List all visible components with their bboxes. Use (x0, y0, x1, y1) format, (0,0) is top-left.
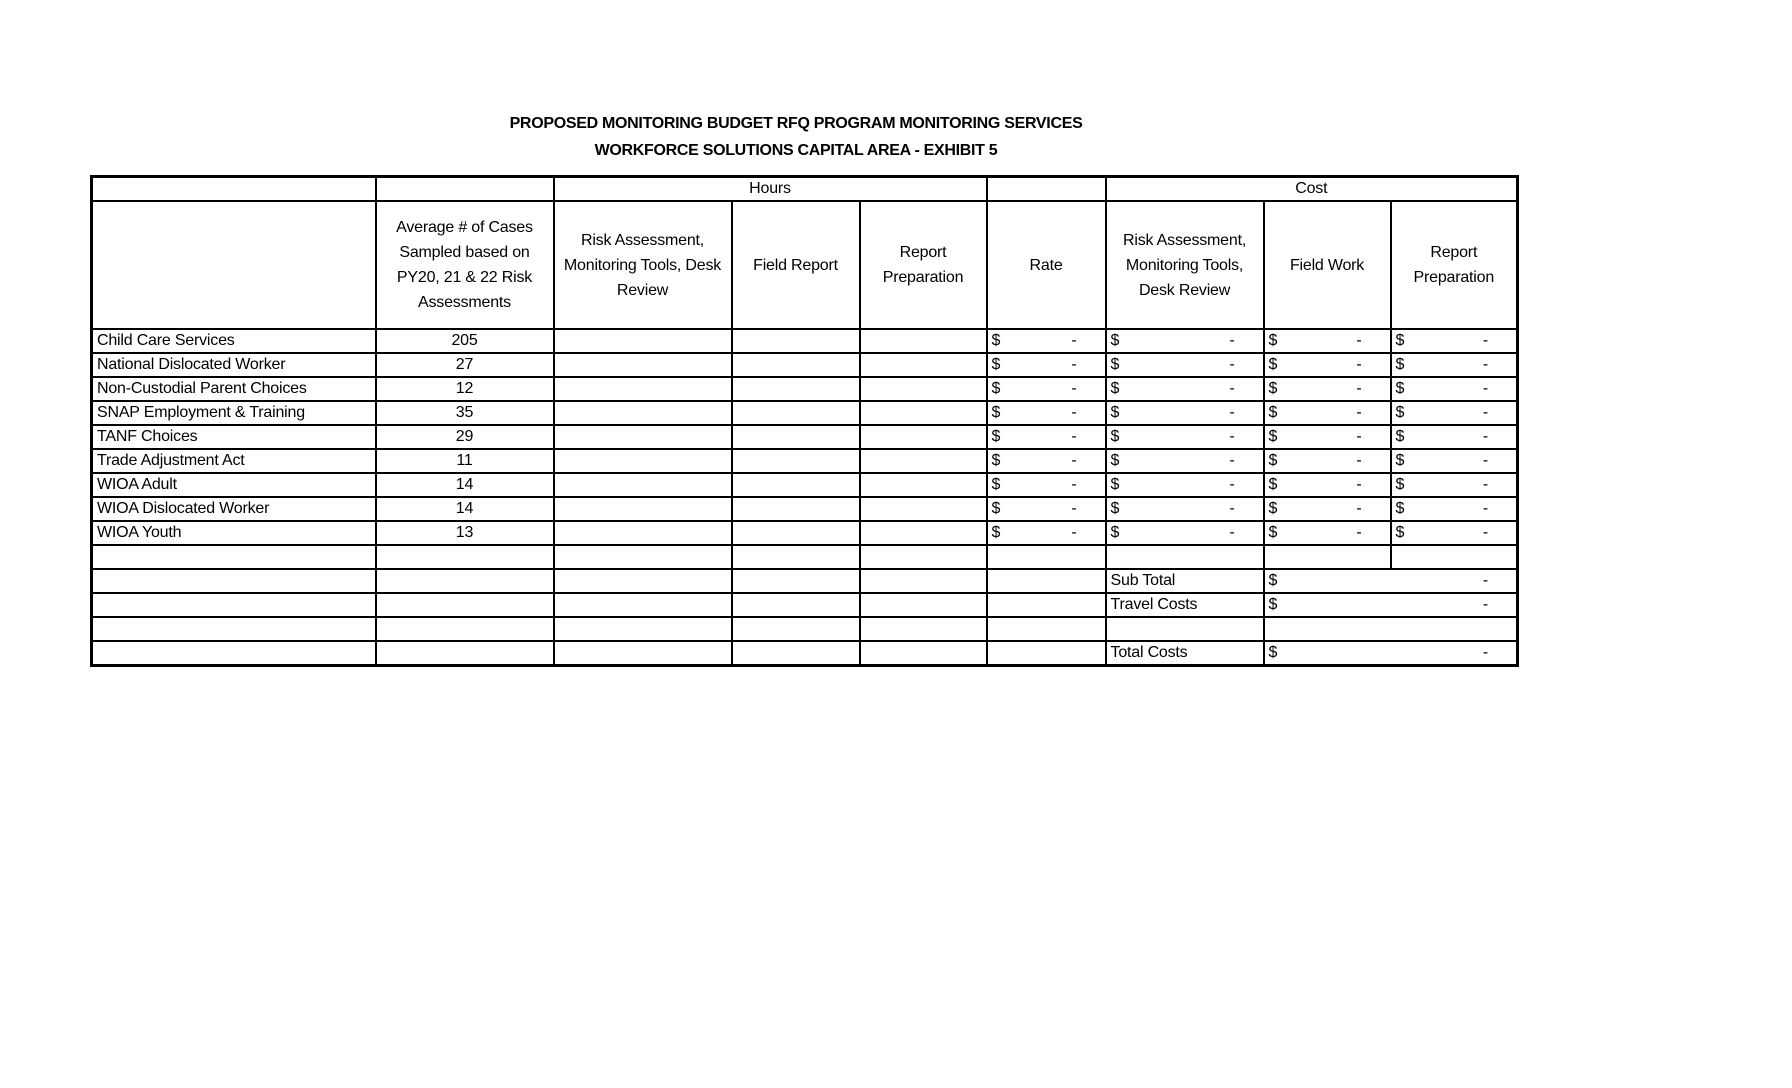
empty-value: - (1229, 380, 1235, 397)
empty-value: - (1071, 356, 1077, 373)
empty-value: - (1482, 644, 1489, 661)
program-name: Child Care Services (92, 329, 376, 353)
currency-symbol: $ (991, 428, 1001, 445)
cases-count: 13 (376, 521, 554, 545)
currency-symbol: $ (991, 332, 1001, 349)
spacer-row (92, 545, 1518, 569)
hours-report-cell (860, 329, 987, 353)
empty-value: - (1356, 524, 1362, 541)
empty-value: - (1482, 404, 1489, 421)
rate-cell (987, 329, 1106, 353)
currency-symbol: $ (991, 500, 1001, 517)
cost-field-cell (1264, 449, 1391, 473)
hours-risk-header: Risk Assessment, Monitoring Tools, Desk Review (554, 201, 732, 329)
rate-cell (987, 449, 1106, 473)
hours-report-cell (860, 377, 987, 401)
empty-cell (1264, 617, 1518, 641)
title-line-1: PROPOSED MONITORING BUDGET RFQ PROGRAM MONITORING SERVICES (509, 115, 1083, 132)
cost-field-cell (1264, 377, 1391, 401)
empty-value: - (1356, 356, 1362, 373)
currency-symbol: $ (1268, 428, 1278, 445)
cost-risk-cell (1106, 497, 1264, 521)
empty-value: - (1482, 524, 1489, 541)
rate-cell (987, 377, 1106, 401)
empty-cell (1106, 545, 1264, 569)
cost-field-header: Field Work (1264, 201, 1391, 329)
hours-field-cell (732, 449, 860, 473)
hours-report-cell (860, 353, 987, 377)
program-name: National Dislocated Worker (92, 353, 376, 377)
empty-value: - (1229, 452, 1235, 469)
cases-count: 14 (376, 497, 554, 521)
cost-report-cell (1391, 377, 1518, 401)
sub-total-row (92, 569, 1518, 593)
travel-costs-row-label: Travel Costs (1106, 593, 1264, 617)
program-header-cell (92, 201, 376, 329)
cost-risk-cell (1106, 449, 1264, 473)
currency-symbol: $ (1110, 380, 1120, 397)
hours-risk-cell (554, 521, 732, 545)
empty-value: - (1071, 332, 1077, 349)
program-name: Trade Adjustment Act (92, 449, 376, 473)
travel-costs-row (92, 593, 1518, 617)
title-line-2: WORKFORCE SOLUTIONS CAPITAL AREA - EXHIBIT 5 (594, 142, 998, 159)
empty-value: - (1356, 404, 1362, 421)
cost-field-cell (1264, 329, 1391, 353)
cost-risk-cell (1106, 401, 1264, 425)
empty-value: - (1229, 500, 1235, 517)
hours-risk-cell (554, 401, 732, 425)
cost-report-cell (1391, 521, 1518, 545)
cases-count: 205 (376, 329, 554, 353)
table-row (92, 473, 1518, 497)
cost-report-cell (1391, 449, 1518, 473)
cost-field-cell (1264, 497, 1391, 521)
empty-value: - (1482, 500, 1489, 517)
currency-symbol: $ (991, 524, 1001, 541)
hours-field-cell (732, 521, 860, 545)
empty-value: - (1356, 452, 1362, 469)
empty-value: - (1482, 356, 1489, 373)
cost-field-cell (1264, 473, 1391, 497)
empty-value: - (1482, 596, 1489, 613)
table-row (92, 521, 1518, 545)
currency-symbol: $ (1268, 380, 1278, 397)
empty-cell (376, 617, 554, 641)
currency-symbol: $ (1110, 332, 1120, 349)
program-name: SNAP Employment & Training (92, 401, 376, 425)
hours-report-header: Report Preparation (860, 201, 987, 329)
currency-symbol: $ (991, 356, 1001, 373)
currency-symbol: $ (1395, 380, 1405, 397)
hours-risk-cell (554, 353, 732, 377)
currency-symbol: $ (1268, 644, 1278, 661)
currency-symbol: $ (1110, 500, 1120, 517)
empty-cell (92, 569, 376, 593)
currency-symbol: $ (1395, 356, 1405, 373)
empty-cell (376, 569, 554, 593)
total-costs-row-amount (1264, 641, 1518, 666)
hours-report-cell (860, 473, 987, 497)
currency-symbol: $ (1395, 332, 1405, 349)
empty-value: - (1482, 428, 1489, 445)
cost-report-cell (1391, 473, 1518, 497)
rate-cell (987, 425, 1106, 449)
blank-summary-row-label (1106, 617, 1264, 641)
empty-cell (554, 617, 732, 641)
empty-cell (92, 617, 376, 641)
document-title (90, 110, 1502, 164)
table-row (92, 353, 1518, 377)
hours-report-cell (860, 425, 987, 449)
hours-risk-cell (554, 473, 732, 497)
empty-cell (732, 593, 860, 617)
empty-cell (860, 569, 987, 593)
hours-field-cell (732, 329, 860, 353)
empty-cell (987, 569, 1106, 593)
cost-report-cell (1391, 425, 1518, 449)
column-header-row (92, 201, 1518, 329)
currency-symbol: $ (1268, 596, 1278, 613)
empty-cell (554, 593, 732, 617)
empty-cell (554, 569, 732, 593)
cost-risk-cell (1106, 473, 1264, 497)
program-name: TANF Choices (92, 425, 376, 449)
empty-value: - (1482, 572, 1489, 589)
currency-symbol: $ (1268, 572, 1278, 589)
blank-header-cell (987, 177, 1106, 202)
currency-symbol: $ (1110, 452, 1120, 469)
rate-cell (987, 353, 1106, 377)
currency-symbol: $ (1110, 428, 1120, 445)
cost-report-cell (1391, 497, 1518, 521)
rate-cell (987, 473, 1106, 497)
currency-symbol: $ (1395, 500, 1405, 517)
cost-field-cell (1264, 353, 1391, 377)
cost-report-cell (1391, 329, 1518, 353)
table-row (92, 401, 1518, 425)
empty-value: - (1356, 476, 1362, 493)
hours-field-cell (732, 401, 860, 425)
sub-total-row-amount (1264, 569, 1518, 593)
currency-symbol: $ (1395, 428, 1405, 445)
cost-group-header: Cost (1106, 177, 1518, 202)
currency-symbol: $ (991, 380, 1001, 397)
empty-value: - (1356, 380, 1362, 397)
empty-value: - (1229, 404, 1235, 421)
hours-report-cell (860, 497, 987, 521)
cost-risk-cell (1106, 329, 1264, 353)
empty-cell (554, 641, 732, 666)
hours-risk-cell (554, 497, 732, 521)
currency-symbol: $ (1395, 452, 1405, 469)
currency-symbol: $ (1268, 404, 1278, 421)
travel-costs-row-amount (1264, 593, 1518, 617)
empty-value: - (1229, 524, 1235, 541)
program-name: WIOA Dislocated Worker (92, 497, 376, 521)
empty-cell (92, 641, 376, 666)
empty-cell (987, 545, 1106, 569)
hours-risk-cell (554, 329, 732, 353)
currency-symbol: $ (1395, 404, 1405, 421)
table-row (92, 497, 1518, 521)
currency-symbol: $ (1395, 524, 1405, 541)
hours-field-cell (732, 425, 860, 449)
empty-cell (92, 593, 376, 617)
total-costs-row-label: Total Costs (1106, 641, 1264, 666)
rate-cell (987, 497, 1106, 521)
table-row (92, 377, 1518, 401)
empty-value: - (1071, 500, 1077, 517)
hours-group-header: Hours (554, 177, 987, 202)
hours-field-cell (732, 473, 860, 497)
empty-value: - (1482, 452, 1489, 469)
cost-risk-cell (1106, 425, 1264, 449)
currency-symbol: $ (1110, 404, 1120, 421)
cost-field-cell (1264, 521, 1391, 545)
cases-count: 11 (376, 449, 554, 473)
currency-symbol: $ (991, 476, 1001, 493)
empty-cell (732, 569, 860, 593)
currency-symbol: $ (1395, 476, 1405, 493)
empty-value: - (1482, 332, 1489, 349)
empty-value: - (1229, 332, 1235, 349)
cases-count: 12 (376, 377, 554, 401)
cases-header: Average # of Cases Sampled based on PY20, 21 & 22 Risk Assessments (376, 201, 554, 329)
program-name: WIOA Adult (92, 473, 376, 497)
currency-symbol: $ (1268, 476, 1278, 493)
empty-cell (554, 545, 732, 569)
empty-value: - (1482, 476, 1489, 493)
empty-cell (860, 641, 987, 666)
sub-total-row-label: Sub Total (1106, 569, 1264, 593)
empty-value: - (1071, 452, 1077, 469)
currency-symbol: $ (991, 452, 1001, 469)
table-row (92, 329, 1518, 353)
hours-report-cell (860, 401, 987, 425)
monitoring-budget-table (90, 175, 1519, 667)
cases-count: 35 (376, 401, 554, 425)
cases-count: 27 (376, 353, 554, 377)
currency-symbol: $ (1268, 500, 1278, 517)
empty-value: - (1071, 476, 1077, 493)
hours-risk-cell (554, 377, 732, 401)
empty-cell (1391, 545, 1518, 569)
empty-value: - (1071, 524, 1077, 541)
program-name: Non-Custodial Parent Choices (92, 377, 376, 401)
empty-value: - (1229, 356, 1235, 373)
empty-value: - (1071, 380, 1077, 397)
hours-field-cell (732, 497, 860, 521)
empty-cell (732, 617, 860, 641)
empty-value: - (1071, 428, 1077, 445)
table-row (92, 449, 1518, 473)
empty-cell (376, 593, 554, 617)
cost-risk-cell (1106, 521, 1264, 545)
blank-summary-row (92, 617, 1518, 641)
hours-field-cell (732, 377, 860, 401)
hours-field-cell (732, 353, 860, 377)
empty-cell (987, 617, 1106, 641)
group-header-row (92, 177, 1518, 202)
empty-cell (860, 617, 987, 641)
cost-field-cell (1264, 425, 1391, 449)
currency-symbol: $ (1268, 356, 1278, 373)
empty-cell (376, 545, 554, 569)
cost-risk-cell (1106, 377, 1264, 401)
empty-value: - (1229, 428, 1235, 445)
total-costs-row (92, 641, 1518, 666)
cost-risk-header: Risk Assessment, Monitoring Tools, Desk Review (1106, 201, 1264, 329)
empty-cell (376, 641, 554, 666)
hours-field-header: Field Report (732, 201, 860, 329)
currency-symbol: $ (1110, 356, 1120, 373)
hours-risk-cell (554, 449, 732, 473)
hours-risk-cell (554, 425, 732, 449)
cost-report-cell (1391, 401, 1518, 425)
currency-symbol: $ (991, 404, 1001, 421)
empty-cell (987, 641, 1106, 666)
cost-report-cell (1391, 353, 1518, 377)
cost-risk-cell (1106, 353, 1264, 377)
currency-symbol: $ (1268, 524, 1278, 541)
currency-symbol: $ (1268, 332, 1278, 349)
rate-header: Rate (987, 201, 1106, 329)
cases-count: 14 (376, 473, 554, 497)
empty-cell (860, 545, 987, 569)
blank-header-cell (376, 177, 554, 202)
empty-value: - (1356, 500, 1362, 517)
rate-cell (987, 401, 1106, 425)
empty-value: - (1356, 332, 1362, 349)
rate-cell (987, 521, 1106, 545)
blank-header-cell (92, 177, 376, 202)
empty-cell (987, 593, 1106, 617)
cost-report-header: Report Preparation (1391, 201, 1518, 329)
empty-value: - (1229, 476, 1235, 493)
hours-report-cell (860, 449, 987, 473)
currency-symbol: $ (1110, 476, 1120, 493)
empty-cell (92, 545, 376, 569)
hours-report-cell (860, 521, 987, 545)
cost-field-cell (1264, 401, 1391, 425)
empty-value: - (1356, 428, 1362, 445)
program-name: WIOA Youth (92, 521, 376, 545)
empty-value: - (1482, 380, 1489, 397)
cases-count: 29 (376, 425, 554, 449)
currency-symbol: $ (1268, 452, 1278, 469)
empty-value: - (1071, 404, 1077, 421)
currency-symbol: $ (1110, 524, 1120, 541)
empty-cell (732, 545, 860, 569)
table-row (92, 425, 1518, 449)
empty-cell (1264, 545, 1391, 569)
empty-cell (732, 641, 860, 666)
empty-cell (860, 593, 987, 617)
